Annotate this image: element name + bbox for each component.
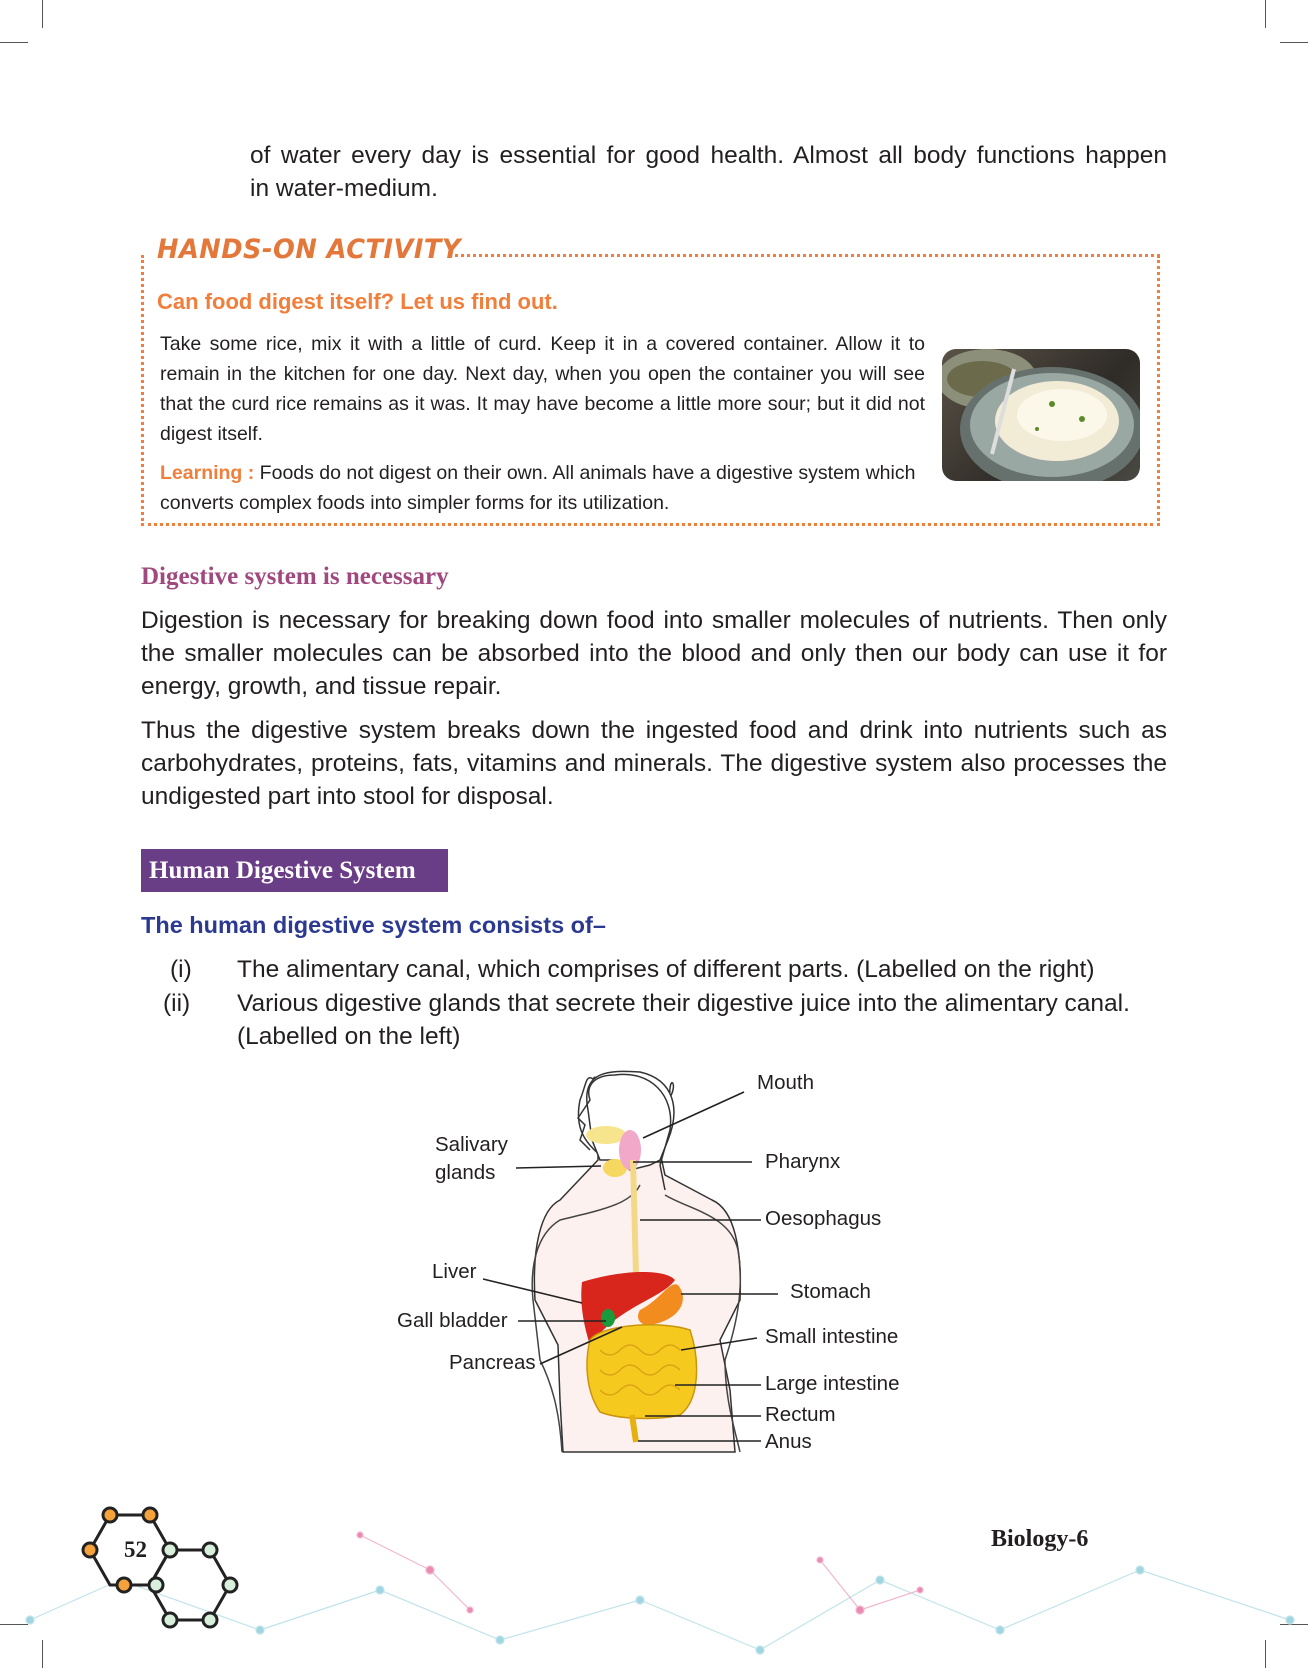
activity-body: Take some rice, mix it with a little of curd. Keep it in a covered container. Allow it to remain in the kitchen for one day. Next day, when you open the container you will see that the curd rice remains as it was. It may have become a little more sour; but it did not digest itself.: [160, 333, 925, 445]
list-item: The alimentary canal, which comprises of different parts. (Labelled on the right): [237, 956, 1095, 983]
label-oesophagus: Oesophagus: [765, 1207, 882, 1230]
label-pharynx: Pharynx: [765, 1150, 841, 1173]
molecule-background-decoration: [0, 1450, 1308, 1668]
learning-text: Foods do not digest on their own. All animals have a digestive system which converts complex foods into simpler forms for its utilization.: [160, 462, 916, 514]
label-pancreas: Pancreas: [449, 1351, 536, 1374]
label-small-intestine: Small intestine: [765, 1325, 899, 1348]
label-mouth: Mouth: [757, 1071, 814, 1094]
section-paragraph-2: Thus the digestive system breaks down the ingested food and drink into nutrients such as carbohydrates, proteins, fats, vitamins and minerals. The digestive system also processes the undigested part into stool for disposal.: [141, 717, 1167, 810]
label-anus: Anus: [765, 1430, 812, 1453]
label-stomach: Stomach: [790, 1280, 871, 1303]
label-glands: glands: [435, 1161, 496, 1184]
rectum-shape: [632, 1415, 636, 1442]
label-rectum: Rectum: [765, 1403, 836, 1426]
subheading: The human digestive system consists of–: [141, 912, 606, 938]
oesophagus-shape: [633, 1160, 636, 1275]
section-paragraph-1: Digestion is necessary for breaking down food into smaller molecules of nutrients. Then only the smaller molecules can be absorbed into the blood and only then our body can use it for energy, growth, and tissue repair.: [141, 607, 1167, 700]
section-banner: Human Digestive System: [141, 849, 448, 892]
book-title: Biology-6: [991, 1526, 1089, 1552]
list-number: (i): [170, 956, 192, 983]
page-number: 52: [124, 1537, 147, 1562]
learning-label: Learning :: [160, 462, 255, 484]
intro-line: of water every day is essential for good health. Almost all body functions happen: [250, 142, 1167, 169]
gall-bladder-shape: [601, 1309, 615, 1327]
list-number: (ii): [163, 990, 191, 1017]
label-liver: Liver: [432, 1260, 477, 1283]
parotid-gland-shape: [619, 1130, 641, 1170]
intro-line: in water-medium.: [250, 175, 438, 202]
page-number-hexagons: [83, 1508, 237, 1627]
list-item: Various digestive glands that secrete their digestive juice into the alimentary canal. (Labelled on the left): [237, 990, 1130, 1050]
section-heading: Digestive system is necessary: [141, 563, 449, 590]
salivary-gland-shape: [586, 1126, 626, 1144]
label-salivary: Salivary: [435, 1133, 508, 1156]
label-large-intestine: Large intestine: [765, 1372, 900, 1395]
activity-title: HANDS-ON ACTIVITY: [157, 234, 461, 265]
activity-subtitle: Can food digest itself? Let us find out.: [157, 289, 558, 314]
label-gall-bladder: Gall bladder: [397, 1309, 508, 1332]
